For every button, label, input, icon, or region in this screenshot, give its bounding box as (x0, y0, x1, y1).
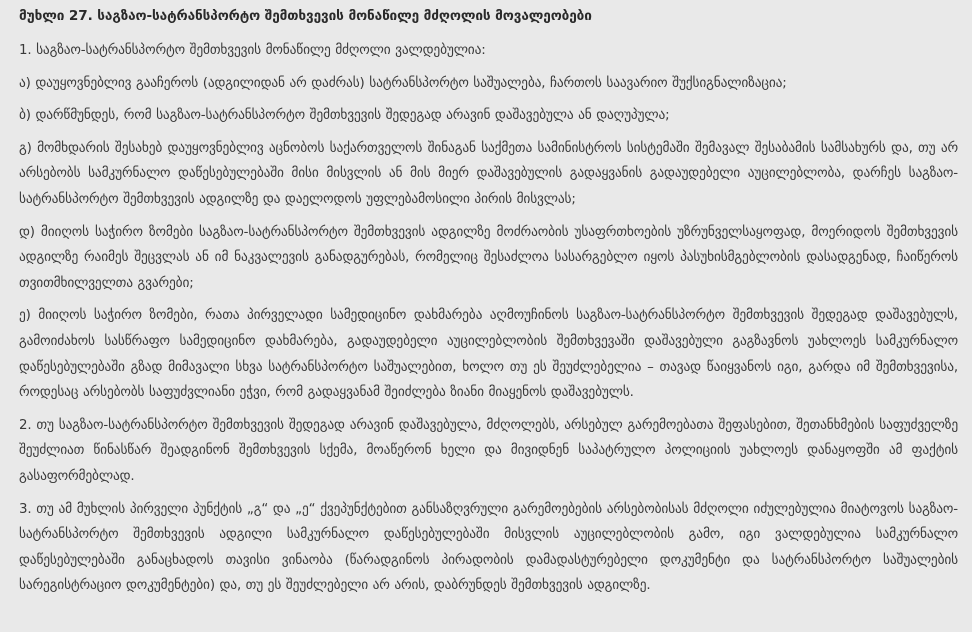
subparagraph-a: ა) დაუყოვნებლივ გააჩეროს (ადგილიდან არ დაძრას) სატრანსპორტო საშუალება, ჩართოს საავარიო შუქსიგნალიზაცია; (19, 75, 787, 91)
paragraph-2: 2. თუ საგზაო-სატრანსპორტო შემთხვევის შედეგად არავინ დაშავებულა, მძღოლებს, არსებულ გარემოებათა შეფასებით, შეთანხმების საფუძველზე შეუძლიათ წინასწარ შეადგინონ შემთხვევის სქემა, მოაწერონ ხელი და მივიდნენ საპატრულო პოლიციის უახლოეს დანაყოფში ამ ფაქტის გასაფორმებლად. (19, 417, 958, 484)
subparagraph-e: ე) მიიღოს საჭირო ზომები, რათა პირველადი სამედიცინო დახმარება აღმოუჩინოს საგზაო-სატრანსპორტო შემთხვევის შედეგად დაშავებულს, გამოიძახოს სასწრაფო სამედიცინო დახმარება, გადაუდებელი აუცილებლობის შემთხვევაში დაშავებული გაგზავნოს უახლოეს სამკურნალო დაწესებულებაში გზად მიმავალი სხვა სატრანსპორტო საშუალებით, ხოლო თუ ეს შეუძლებელია – თავად წაიყვანოს იგი, გარდა იმ შემთხვევისა, როდესაც არსებობს საფუძვლიანი ეჭვი, რომ გადაყვანამ შეიძლება ზიანი მიაყენოს დაშავებულს. (19, 308, 958, 401)
subparagraph-b: ბ) დარწმუნდეს, რომ საგზაო-სატრანსპორტო შემთხვევის შედეგად არავინ დაშავებულა ან დაღუპულა; (19, 108, 670, 124)
subparagraph-d: დ) მიიღოს საჭირო ზომები საგზაო-სატრანსპორტო შემთხვევის ადგილზე მოძრაობის უსაფრთხოების უზრუნველსაყოფად, მოერიდოს შემთხვევის ადგილზე რაიმეს შეცვლას ან იმ ნაკვალევის განადგურებას, რომელიც შესაძლოა სასარგებლო იყოს პასუხისმგებლობის დასადგენად, ჩაიწეროს თვითმხილველთა გვარები; (19, 224, 958, 291)
paragraph-1-intro: 1. საგზაო-სატრანსპორტო შემთხვევის მონაწილე მძღოლი ვალდებულია: (19, 43, 486, 58)
article-title: მუხლი 27. საგზაო-სატრანსპორტო შემთხვევის მონაწილე მძღოლის მოვალეობები (19, 8, 592, 24)
subparagraph-g: გ) მომხდარის შესახებ დაუყოვნებლივ აცნობოს საქართველოს შინაგან საქმეთა სამინისტროს სისტემაში შემავალ შესაბამის სამსახურს და, თუ არ არსებობს სამკურნალო დაწესებულებაში მისი მისვლის ან მის მიერ დაშავებულის გადაყვანის გადაუდებელი აუცილებლობა, დარჩეს საგზაო-სატრანსპორტო შემთხვევის ადგილზე და დაელოდოს უფლებამოსილი პირის მისვლას; (19, 140, 958, 207)
paragraph-3: 3. თუ ამ მუხლის პირველი პუნქტის „გ“ და „ე“ ქვეპუნქტებით განსაზღვრული გარემოებების არსებობისას მძღოლი იძულებულია მიატოვოს საგზაო-სატრანსპორტო შემთხვევის ადგილი სამკურნალო დაწესებულებაში მისვლის აუცილებლობის გამო, იგი ვალდებულია სამკურნალო დაწესებულებაში განაცხადოს თავისი ვინაობა (წარადგინოს პირადობის დამადასტურებელი დოკუმენტი და სატრანსპორტო საშუალების სარეგისტრაციო დოკუმენტები) და, თუ ეს შეუძლებელი არ არის, დაბრუნდეს შემთხვევის ადგილზე. (19, 501, 958, 594)
